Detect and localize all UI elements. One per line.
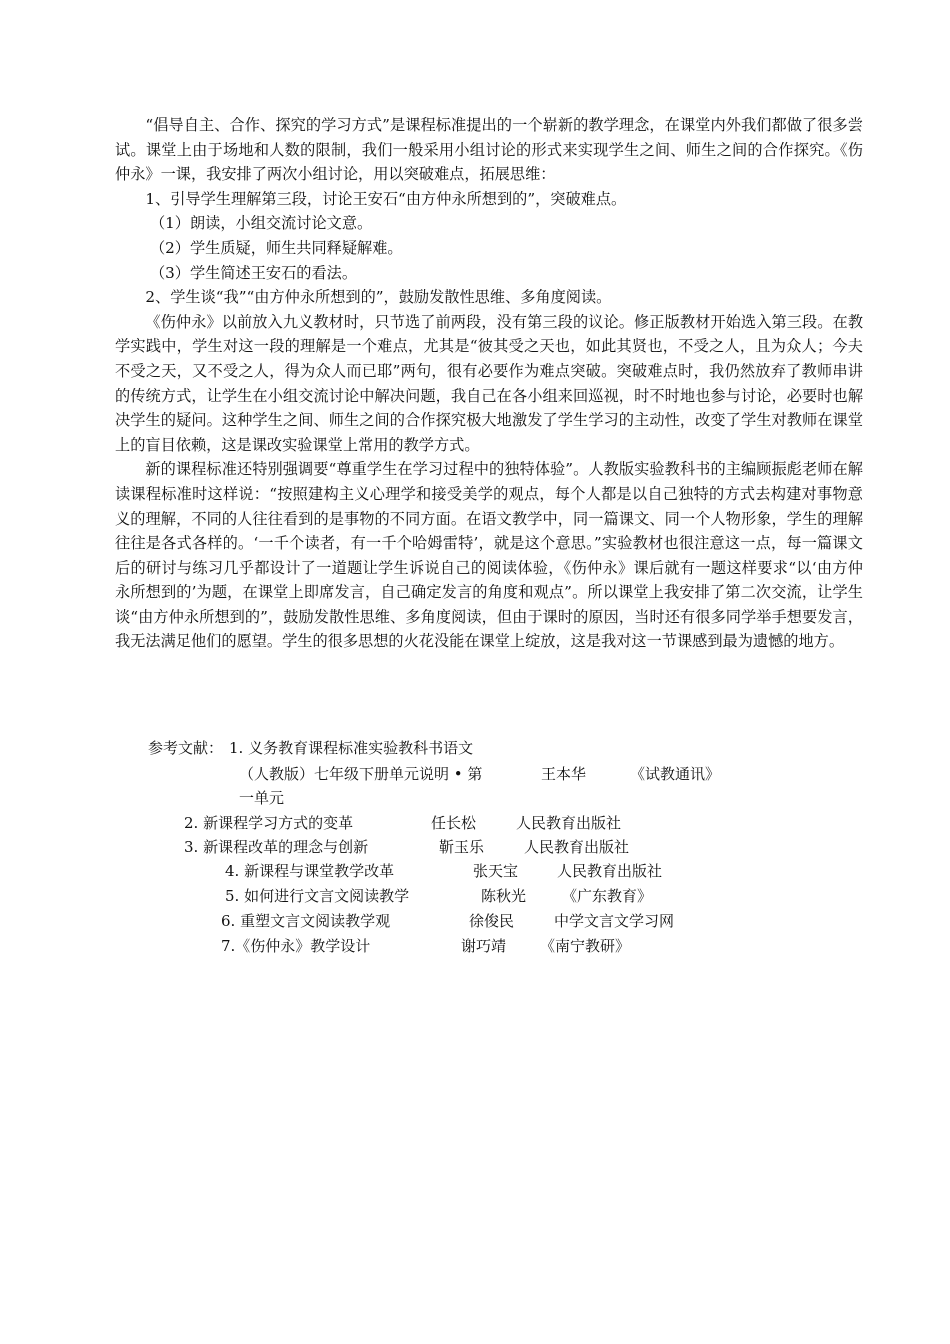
reference-1-author: 王本华 [541,765,587,783]
list-item-1a: （1）朗读，小组交流讨论文意。 [149,214,373,233]
reference-2-source: 人民教育出版社 [516,814,622,832]
reference-5-author: 陈秋光 [481,887,527,905]
reference-6-source: 中学文言文学习网 [554,912,675,930]
list-item-1b: （2）学生质疑，师生共同释疑解难。 [149,238,403,257]
reference-6-title: 6. 重塑文言文阅读教学观 [221,912,391,930]
paragraph-2: 《伤仲永》以前放入九义教材时，只节选了前两段，没有第三段的议论。修正版教材开始选入第三段。在教学实践中，学生对这一段的理解是一个难点，尤其是“彼其受之天也，如此其贤也，不受之人，且为众人；今夫不受之天，又不受之人，得为众人而已耶”两句，很有必要作为难点突破。突破难点时，我仍然放弃了教师串讲的传统方式，让学生在小组交流讨论中解决问题，我自己在各小组来回巡视，时不时地也参与讨论，必要时也解决学生的疑问。这种学生之间、师生之间的合作探究极大地激发了学生学习的主动性，改变了学生对教师在课堂上的盲目依赖，这是课改实验课堂上常用的教学方式。 [115,312,863,454]
reference-4-source: 人民教育出版社 [557,862,663,880]
paragraph-1: “倡导自主、合作、探究的学习方式”是课程标准提出的一个崭新的教学理念，在课堂内外我们都做了很多尝试。课堂上由于场地和人数的限制，我们一般采用小组讨论的形式来实现学生之间、师生之间的合作探究。《伤仲永》一课，我安排了两次小组讨论，用以突破难点，拓展思维： [115,116,863,184]
reference-1-title: 1. 义务教育课程标准实验教科书语文 [229,739,474,757]
reference-7-title: 7.《伤仲永》教学设计 [221,937,371,955]
reference-2-title: 2. 新课程学习方式的变革 [184,814,354,832]
reference-1-title-end: 一单元 [239,789,285,807]
reference-7-source: 《南宁教研》 [540,937,631,955]
reference-4-author: 张天宝 [473,862,519,880]
reference-3-author: 靳玉乐 [439,838,485,856]
reference-1-source: 《试教通讯》 [630,765,721,783]
reference-5-title: 5. 如何进行文言文阅读教学 [225,887,410,905]
reference-6-author: 徐俊民 [469,912,515,930]
list-item-1c: （3）学生简述王安石的看法。 [149,263,358,282]
list-item-1: 1、引导学生理解第三段，讨论王安石“由方仲永所想到的”，突破难点。 [145,189,627,208]
reference-7-author: 谢巧靖 [461,937,507,955]
paragraph-3: 新的课程标准还特别强调要“尊重学生在学习过程中的独特体验”。人教版实验教科书的主编顾振彪老师在解读课程标准时这样说：“按照建构主义心理学和接受美学的观点，每个人都是以自己独特的方式去构建对事物意义的理解，不同的人往往看到的是事物的不同方面。在语文教学中，同一篇课文、同一个人物形象，学生的理解往往是各式各样的。‘一千个读者，有一千个哈姆雷特’，就是这个意思。”实验教材也很注意这一点，每一篇课文后的研讨与练习几乎都设计了一道题让学生诉说自己的阅读体验，《伤仲永》课后就有一题这样要求“以‘由方仲永所想到的’为题，在课堂上即席发言，自己确定发言的角度和观点”。所以课堂上我安排了第二次交流，让学生谈“由方仲永所想到的”，鼓励发散性思维、多角度阅读，但由于课时的原因，当时还有很多同学举手想要发言，我无法满足他们的愿望。学生的很多思想的火花没能在课堂上绽放，这是我对这一节课感到最为遗憾的地方。 [115,460,863,651]
reference-5-source: 《广东教育》 [562,887,653,905]
list-item-2: 2、学生谈“我”“由方仲永所想到的”，鼓励发散性思维、多角度阅读。 [145,288,612,307]
reference-2-author: 任长松 [431,814,477,832]
reference-3-source: 人民教育出版社 [524,838,630,856]
reference-1-title-cont: （人教版）七年级下册单元说明 • 第 [239,765,483,783]
reference-3-title: 3. 新课程改革的理念与创新 [184,838,369,856]
references-heading: 参考文献： [148,739,224,757]
reference-4-title: 4. 新课程与课堂教学改革 [225,862,395,880]
